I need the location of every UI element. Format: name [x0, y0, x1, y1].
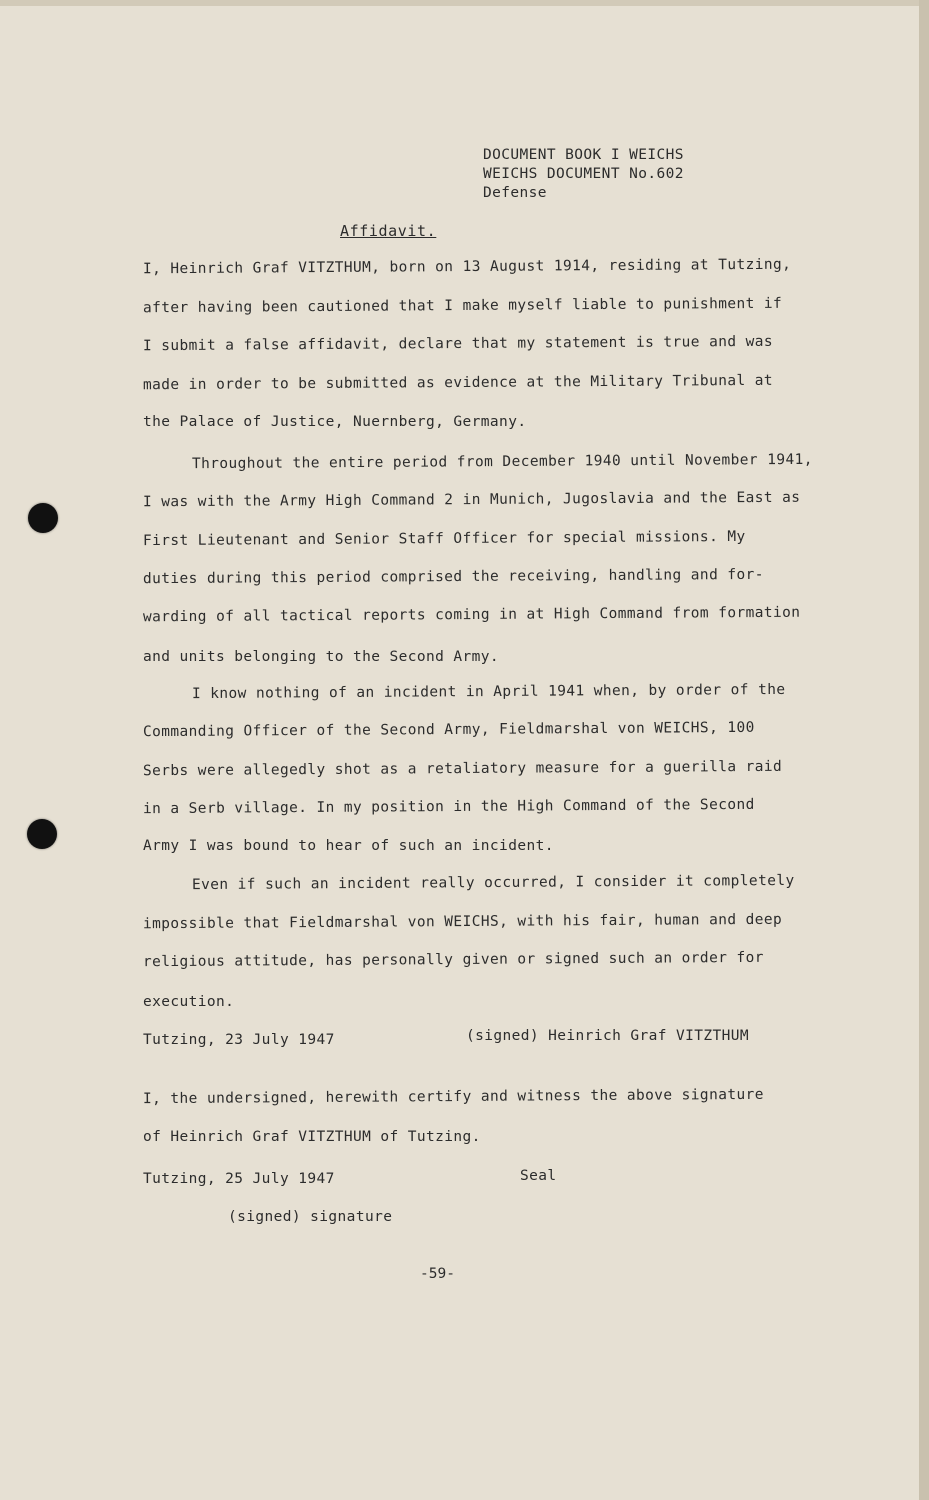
- paragraph-1-line: after having been cautioned that I make myself liable to punishment if: [142, 295, 783, 317]
- certification-signed: (signed) signature: [228, 1209, 393, 1225]
- affidavit-place-date: Tutzing, 23 July 1947: [143, 1032, 335, 1048]
- certification-place-date: Tutzing, 25 July 1947: [143, 1171, 335, 1187]
- paragraph-2-line: Throughout the entire period from December 1940 until November 1941,: [191, 451, 813, 473]
- header-line-document-number: WEICHS DOCUMENT No.602: [483, 166, 684, 182]
- paper-top-edge: [0, 0, 919, 6]
- paragraph-1-line: I submit a false affidavit, declare that my statement is true and was: [142, 333, 773, 355]
- header-line-book: DOCUMENT BOOK I WEICHS: [483, 147, 684, 163]
- paragraph-2-line: warding of all tactical reports coming in at High Command from formation: [142, 604, 801, 626]
- paragraph-2-line: and units belonging to the Second Army.: [143, 649, 500, 665]
- paragraph-1-line: the Palace of Justice, Nuernberg, Germany.: [143, 414, 527, 430]
- paragraph-4-line: execution.: [143, 994, 235, 1010]
- paragraph-3-line: in a Serb village. In my position in the High Command of the Second: [142, 796, 755, 818]
- binder-hole-upper: [28, 503, 58, 533]
- paragraph-3-line: Army I was bound to hear of such an incident.: [143, 838, 554, 854]
- paragraph-2-line: duties during this period comprised the receiving, handling and for-: [142, 566, 764, 588]
- paragraph-4-line: impossible that Fieldmarshal von WEICHS, with his fair, human and deep: [142, 911, 783, 933]
- page-number: -59-: [420, 1266, 455, 1282]
- affidavit-signed-by: (signed) Heinrich Graf VITZTHUM: [466, 1028, 750, 1044]
- certification-line: of Heinrich Graf VITZTHUM of Tutzing.: [143, 1129, 481, 1145]
- header-line-defense: Defense: [483, 185, 547, 201]
- paragraph-1-line: made in order to be submitted as evidence at the Military Tribunal at: [142, 372, 773, 394]
- paragraph-2-line: First Lieutenant and Senior Staff Officer for special missions. My: [142, 528, 746, 550]
- paragraph-3-line: I know nothing of an incident in April 1941 when, by order of the: [191, 681, 786, 703]
- document-title: Affidavit.: [340, 222, 437, 240]
- certification-line: I, the undersigned, herewith certify and witness the above signature: [142, 1086, 764, 1108]
- paragraph-1-line: I, Heinrich Graf VITZTHUM, born on 13 August 1914, residing at Tutzing,: [142, 256, 792, 278]
- document-header: [483, 146, 684, 203]
- paragraph-4-line: religious attitude, has personally given or signed such an order for: [142, 949, 764, 971]
- paragraph-3-line: Serbs were allegedly shot as a retaliatory measure for a guerilla raid: [142, 758, 783, 780]
- paragraph-2-line: I was with the Army High Command 2 in Munich, Jugoslavia and the East as: [142, 489, 801, 511]
- paragraph-3-line: Commanding Officer of the Second Army, Fieldmarshal von WEICHS, 100: [142, 719, 755, 741]
- seal-label: Seal: [520, 1168, 557, 1184]
- paragraph-4-line: Even if such an incident really occurred, I consider it completely: [191, 872, 795, 894]
- binder-hole-lower: [27, 819, 57, 849]
